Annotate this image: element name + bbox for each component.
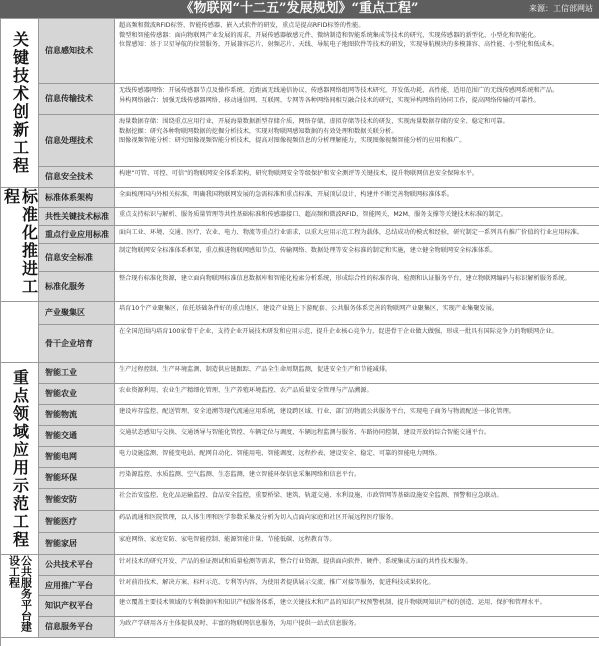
page-title: 《物联网“十二五”发展规划》“重点工程”	[180, 1, 419, 16]
plan-table	[0, 18, 599, 646]
row-name: 智能安防	[39, 489, 115, 511]
row-desc	[115, 167, 599, 188]
row-desc	[115, 84, 599, 115]
row-desc	[115, 617, 599, 638]
row-desc	[115, 208, 599, 226]
row-desc	[115, 405, 599, 426]
desc-line: 针对技术的研究开发、产品的验证测试和质量检测等需求，整合行业资源，提供面向软件、硬件、系统集成方面的共性技术服务。	[119, 558, 472, 565]
desc-line: 构建“可管、可控、可信”的物联网安全体系架构，研究物联网安全等级保护和安全测评等关键技术，提升物联网信息安全保障水平。	[119, 170, 479, 177]
desc-line: 交通状态感知与交换、交通诱导与智能化管控、车辆定位与调度、车辆远程监测与服务、车路协同控制，建设开放的综合智能交通平台。	[119, 429, 491, 436]
row-desc	[115, 384, 599, 405]
desc-line: 建立覆盖主要技术领域的专利数据库和知识产权服务体系，建立关键技术和产品的知识产权预警机制，提升物联网知识产权的创造、运用、保护和管理水平。	[119, 599, 546, 606]
desc-line: 无线传感器网络：开展传感器节点及操作系统、近距离无线通信协议、传感器网络组网等技术研究，开发低功耗、高性能、适用范围广的无线传感网系统和产品。	[119, 87, 559, 94]
row-desc	[115, 447, 599, 468]
row-name: 智能交通	[39, 426, 115, 447]
desc-line: 电力设施监测、智能变电站、配网自动化、智能用电、智能调度、远程抄表，建设安全、稳定、可靠的智能电力网络。	[119, 450, 441, 457]
row-name: 共性关键技术标准	[39, 208, 115, 226]
row-desc	[115, 188, 599, 208]
desc-line: 药品流通和医院管理，以人体生理和医学参数采集及分析为切入点面向家庭和社区开展远程医疗服务。	[119, 514, 398, 521]
row-name: 信息安全技术	[39, 167, 115, 188]
row-desc	[115, 426, 599, 447]
row-desc	[115, 468, 599, 489]
category-label: 关键技术创新工程	[10, 31, 30, 175]
desc-line: 异构网络融合：加强无线传感器网络、移动通信网、互联网、专网等各种网络间相互融合技术的研究，实现异构网络的协同工作，提高网络传输的可靠性。	[119, 96, 540, 104]
row-desc	[115, 302, 599, 325]
desc-line: 建设库存监控、配送管理、安全追溯等现代流通应用系统，建设跨区域、行业、部门的物流公共服务平台，实现电子商务与物流配送一体化管理。	[119, 408, 515, 415]
category-label: 标准化推进工程	[1, 188, 39, 296]
desc-line: 污染源监控、水质监测、空气监测、生态监测，建立智能环保信息采集网络和信息平台。	[119, 471, 361, 478]
desc-line: 培育10个产业聚集区，依托基础条件好的重点地区，建设产业链上下游配套、公共服务体系完善的物联网产业聚集区，实现产业集聚发展。	[119, 305, 499, 312]
row-name: 信息传输技术	[39, 84, 115, 115]
category-platform	[1, 555, 39, 638]
row-name: 标准体系架构	[39, 188, 115, 208]
row-name: 智能电网	[39, 447, 115, 468]
category-label: 公共服务平台建设工程	[7, 555, 33, 632]
row-desc	[115, 555, 599, 576]
row-desc	[115, 596, 599, 617]
category-demo	[1, 363, 39, 555]
desc-line: 生产过程控制、生产环境监测、制造供应链跟踪、产品全生命周期监测，促进安全生产和节能减排。	[119, 366, 392, 373]
desc-line: 制定物联网安全标准体系框架，重点推进物联网感知节点、传输网络、数据处理等安全标准的制定和实施，建立健全物联网安全标准体系。	[119, 247, 497, 254]
row-name: 产业聚集区	[39, 302, 115, 325]
row-desc	[115, 363, 599, 384]
source-label: 来源：工信部网站	[529, 4, 593, 13]
row-desc	[115, 533, 599, 555]
row-desc	[115, 511, 599, 533]
row-name: 信息安全标准	[39, 244, 115, 272]
row-name: 重点行业应用标准	[39, 226, 115, 244]
row-name: 智能家居	[39, 533, 115, 555]
row-desc	[115, 489, 599, 511]
desc-line: 针对前沿技术、解决方案、标杆示范、专利等内容，为使用者提供展示交流、推广对接等服务，促进科技成果转化。	[119, 579, 435, 586]
desc-line: 微型和智能传感器：面向物联网产业发展的需求，开展传感器敏感元件、微纳制造和智能系统集成等技术的研究，实现传感器的新型化、小型化和智能化。	[119, 31, 540, 39]
desc-line: 超高频和微波RFID标签、智能传感器、嵌入式软件的研发，重点是提高RFID标签的性能。	[119, 22, 365, 29]
desc-line: 重点支持标识与解析、服务质量管理等共性基础标准和传感器接口、超高频和微波RFID、智能网关、M2M、服务支撑等关键技术标准的制定。	[119, 211, 507, 218]
desc-line: 海量数据存储：围绕重点应用行业，开展海量数据新型存储介质、网络存储、虚拟存储等技术的研发，实现海量数据存储的安全、稳定和可靠。	[119, 118, 509, 125]
desc-line: 在全国范围内培育100家骨干企业，支持企业开展技术研发和应用示范，提升企业核心竞争力，促进骨干企业做大做强，形成一批具有国际竞争力的物联网企业。	[119, 328, 558, 335]
desc-line: 全面梳理国内外相关标准，明确我国物联网发展的急需标准和重点标准，开展顶层设计，构建并不断完善物联网标准体系。	[119, 191, 454, 198]
desc-line: 整合现有标准化资源，建立面向物联网标准信息数据库和智能化检索分析系统，形成综合性的标准咨询、检测和认证服务平台，建立物联网编码与标识解析服务系统。	[119, 275, 571, 282]
desc-line: 社会治安监控、危化品运输监控、食品安全监控，重要桥梁、建筑、轨道交通、水利设施、市政管网等基础设施安全监测、预警和应急联动。	[119, 492, 503, 499]
row-name: 智能医疗	[39, 511, 115, 533]
row-name: 智能环保	[39, 468, 115, 489]
row-name: 智能物流	[39, 405, 115, 426]
row-name: 智能农业	[39, 384, 115, 405]
row-desc	[115, 115, 599, 167]
category-standards	[1, 188, 39, 302]
desc-line: 农业资源利用、农业生产精细化管理、生产养殖环境监控、农产品质量安全管理与产品溯源。	[119, 387, 373, 394]
row-desc	[115, 226, 599, 244]
desc-line: 位置感知：基于卫星导航的位置服务，开展兼容芯片、射频芯片、天线、导航电子地图软件等技术的研发，实现导航模块的多模兼容、高性能、小型化和低成本。	[119, 41, 559, 49]
category-hundred	[1, 302, 39, 363]
row-desc	[115, 19, 599, 84]
row-name: 知识产权平台	[39, 596, 115, 617]
desc-line: 家庭网络、家庭安防、家电智能控制、能源智能计量、节能低碳、远程教育等。	[119, 536, 336, 543]
row-name: 信息处理技术	[39, 115, 115, 167]
category-label: 重点领域应用示范工程	[10, 368, 30, 549]
row-name: 信息感知技术	[39, 19, 115, 84]
desc-line: 图像视频智能分析：研究图像视频智能分析技术，提高对图像视频信息的分析理解能力，实现图像视频智能分析的应用和推广。	[119, 137, 466, 145]
row-desc	[115, 576, 599, 596]
row-desc	[115, 272, 599, 302]
row-name: 智能工业	[39, 363, 115, 384]
row-name: 信息服务平台	[39, 617, 115, 638]
desc-line: 为政产学研用各方主体提供及时、丰富的物联网信息服务，为用户提供一站式信息服务。	[119, 620, 361, 627]
desc-line: 面向工业、环境、交通、医疗、农业、电力、物流等重点行业需求，以重大应用示范工程为载体，总结成功的模式和经验，研究制定一系列具有推广价值的行业应用标准。	[119, 229, 584, 236]
row-desc	[115, 325, 599, 363]
row-name: 应用推广平台	[39, 576, 115, 596]
row-desc	[115, 244, 599, 272]
row-name: 公共技术平台	[39, 555, 115, 576]
category-innovation	[1, 19, 39, 188]
row-name: 标准化服务	[39, 272, 115, 302]
desc-line: 数据挖掘：研究各种物联网数据的挖掘分析技术，实现对物联网感知数据的有效处理和数据关联分析。	[119, 127, 398, 135]
header-bar	[0, 0, 599, 18]
row-name: 骨干企业培育	[39, 325, 115, 363]
